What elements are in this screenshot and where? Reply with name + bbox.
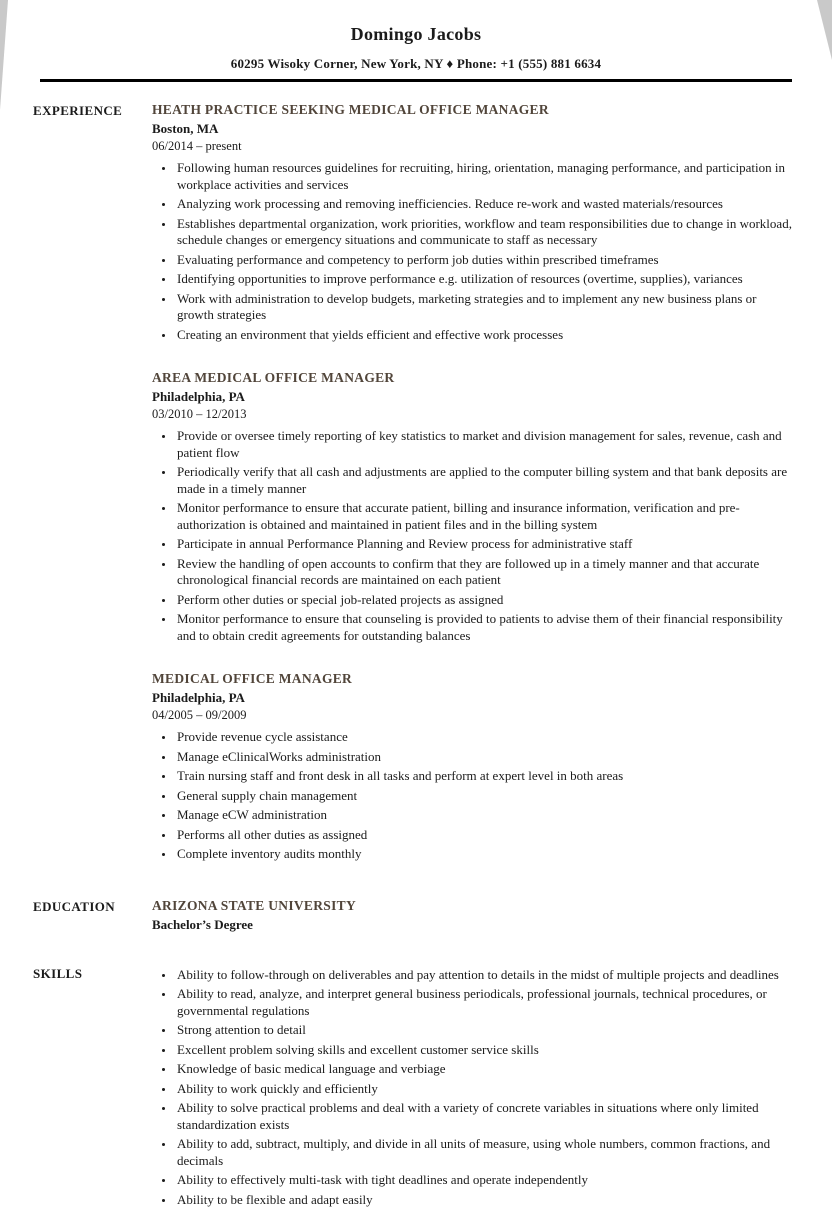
section-education [33, 898, 796, 933]
section-experience [33, 102, 796, 866]
bullet-list [152, 428, 796, 644]
bullet-item: • Monitor performance to ensure that accurate patient, billing and insurance information, verification and pre-authorization is obtained and maintained in patient files and in the billing system [175, 500, 796, 533]
bullet-item: • Perform other duties or special job-related projects as assigned [175, 592, 796, 609]
bullet-item: • Ability to solve practical problems and deal with a variety of concrete variables in situations where only limited standardization exists [175, 1100, 796, 1133]
section-content [152, 898, 796, 933]
bullet-item: • Manage eCW administration [175, 807, 796, 824]
section-label: EDUCATION [33, 898, 152, 915]
bullet-item: • Performs all other duties as assigned [175, 827, 796, 844]
bullet-item: • Provide or oversee timely reporting of key statistics to market and division management for sales, revenue, cash and patient flow [175, 428, 796, 461]
bullet-list [152, 967, 796, 1209]
bullet-item: • Analyzing work processing and removing inefficiencies. Reduce re-work and wasted materials/resources [175, 196, 796, 213]
section-content [152, 965, 796, 1211]
job-dates: 06/2014 – present [152, 139, 796, 154]
job-dates: 04/2005 – 09/2009 [152, 708, 796, 723]
bullet-item: • Ability to work quickly and efficiently [175, 1081, 796, 1098]
bullet-item: • Participate in annual Performance Planning and Review process for administrative staff [175, 536, 796, 553]
job-location: Philadelphia, PA [152, 690, 796, 706]
section-content [152, 102, 796, 866]
job-entry [152, 671, 796, 863]
bullet-item: • Periodically verify that all cash and adjustments are applied to the computer billing system and that bank deposits are made in a timely manner [175, 464, 796, 497]
bullet-item: • Knowledge of basic medical language and verbiage [175, 1061, 796, 1078]
bullet-item: • Manage eClinicalWorks administration [175, 749, 796, 766]
section-label: SKILLS [33, 965, 152, 982]
bullet-item: • Monitor performance to ensure that counseling is provided to patients to advise them of their financial responsibility and to obtain credit agreements for outstanding balances [175, 611, 796, 644]
job-entry [152, 102, 796, 343]
bullet-item: • Provide revenue cycle assistance [175, 729, 796, 746]
job-entry [152, 898, 796, 933]
job-title: MEDICAL OFFICE MANAGER [152, 671, 796, 687]
job-title: HEATH PRACTICE SEEKING MEDICAL OFFICE MANAGER [152, 102, 796, 118]
bullet-item: • Ability to read, analyze, and interpret general business periodicals, professional journals, technical procedures, or governmental regulations [175, 986, 796, 1019]
bullet-item: • Review the handling of open accounts to confirm that they are followed up in a timely manner and that accurate chronological financial records are maintained on each patient [175, 556, 796, 589]
bullet-item: • Evaluating performance and competency to perform job duties within prescribed timeframes [175, 252, 796, 269]
bullet-item: • Train nursing staff and front desk in all tasks and perform at expert level in both areas [175, 768, 796, 785]
resume-header [0, 0, 832, 82]
bullet-item: • Identifying opportunities to improve performance e.g. utilization of resources (overtime, supplies), variances [175, 271, 796, 288]
bullet-list [152, 160, 796, 343]
contact-line: 60295 Wisoky Corner, New York, NY ♦ Phone: +1 (555) 881 6634 [0, 56, 832, 72]
bullet-item: • Following human resources guidelines for recruiting, hiring, orientation, managing performance, and participation in workplace activities and services [175, 160, 796, 193]
bullet-item: • Ability to be flexible and adapt easily [175, 1192, 796, 1209]
job-title: AREA MEDICAL OFFICE MANAGER [152, 370, 796, 386]
bullet-item: • Ability to effectively multi-task with tight deadlines and operate independently [175, 1172, 796, 1189]
bullet-item: • Establishes departmental organization, work priorities, workflow and team responsibilities due to change in workload, schedule changes or emergency situations and communicate to staff as necessary [175, 216, 796, 249]
bullet-list [152, 729, 796, 863]
bullet-item: • Complete inventory audits monthly [175, 846, 796, 863]
bullet-item: • Work with administration to develop budgets, marketing strategies and to implement any new business plans or growth strategies [175, 291, 796, 324]
job-entry [152, 370, 796, 644]
job-entry [152, 967, 796, 1209]
bullet-item: • General supply chain management [175, 788, 796, 805]
bullet-item: • Strong attention to detail [175, 1022, 796, 1039]
job-location: Boston, MA [152, 121, 796, 137]
resume-body [0, 82, 832, 1211]
bullet-item: • Creating an environment that yields efficient and effective work processes [175, 327, 796, 344]
bullet-item: • Ability to add, subtract, multiply, and divide in all units of measure, using whole numbers, common fractions, and decimals [175, 1136, 796, 1169]
bullet-item: • Ability to follow-through on deliverables and pay attention to details in the midst of multiple projects and deadlines [175, 967, 796, 984]
job-location: Bachelor’s Degree [152, 917, 796, 933]
job-title: ARIZONA STATE UNIVERSITY [152, 898, 796, 914]
job-dates: 03/2010 – 12/2013 [152, 407, 796, 422]
candidate-name: Domingo Jacobs [0, 24, 832, 45]
section-label: EXPERIENCE [33, 102, 152, 119]
bullet-item: • Excellent problem solving skills and excellent customer service skills [175, 1042, 796, 1059]
job-location: Philadelphia, PA [152, 389, 796, 405]
section-skills [33, 965, 796, 1211]
